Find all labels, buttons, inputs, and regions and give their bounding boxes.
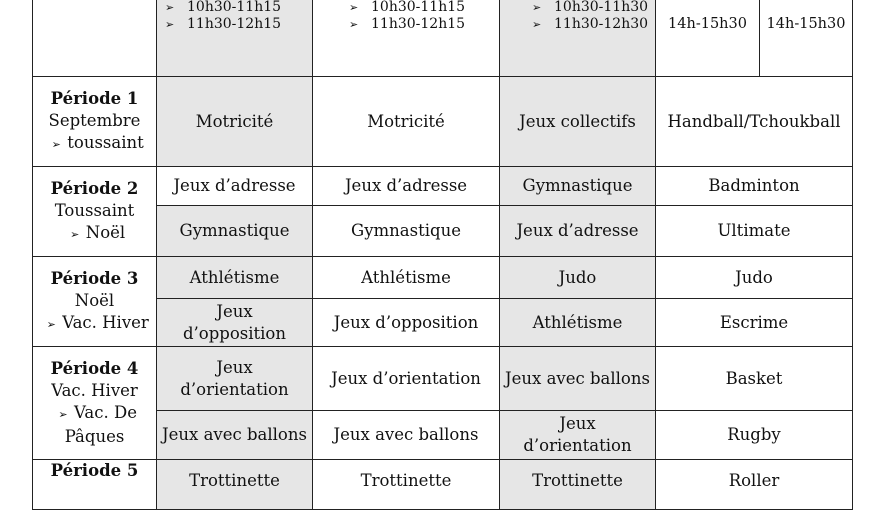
activity-cell: Jeux collectifs	[500, 77, 656, 167]
activity-cell: Jeux avec ballons	[500, 347, 656, 411]
slot-item: ➢ 11h30-12h15	[349, 16, 466, 32]
period-from: Vac. Hiver	[51, 381, 138, 400]
period-title: Période 3	[50, 268, 139, 288]
period-2-row-a	[33, 167, 853, 206]
period-title: Période 4	[50, 359, 139, 378]
arrowhead-bullet-icon: ➢	[165, 1, 175, 14]
activity-cell: Badminton	[656, 167, 853, 206]
activity-cell: Athlétisme	[157, 257, 313, 299]
period-title: Période 2	[50, 178, 139, 198]
period-from: Toussaint	[54, 200, 135, 220]
period-5-label	[33, 460, 157, 510]
period-to: Noël	[85, 222, 126, 242]
arrowhead-bullet-icon: ➢	[532, 18, 542, 31]
period-to: Vac. Hiver	[62, 312, 149, 332]
period-2-label	[33, 167, 157, 257]
period-to: toussaint	[67, 132, 144, 152]
activity-cell: Athlétisme	[313, 257, 500, 299]
activity-cell: Jeux d’adresse	[313, 167, 500, 206]
period-4-row-a	[33, 347, 853, 411]
slot-item: ➢ 10h30-11h15	[165, 0, 282, 15]
period-1-row	[33, 77, 853, 167]
header-time-col5: 14h-15h30	[760, 0, 853, 77]
activity-cell: Rugby	[656, 411, 853, 460]
activity-cell: Jeux avec ballons	[157, 411, 313, 460]
arrowhead-bullet-icon: ➢	[46, 317, 56, 331]
arrowhead-bullet-icon: ➢	[349, 18, 359, 31]
schedule-table	[32, 0, 853, 510]
activity-cell: Escrime	[656, 299, 853, 347]
activity-cell: Gymnastique	[157, 206, 313, 257]
activity-cell: Ultimate	[656, 206, 853, 257]
activity-cell: Trottinette	[313, 460, 500, 510]
activity-cell: Roller	[656, 460, 853, 510]
activity-cell: Trottinette	[157, 460, 313, 510]
header-slots-col1	[157, 0, 313, 77]
period-4-label	[33, 347, 157, 460]
activity-cell: Jeux d’opposition	[157, 299, 313, 347]
activity-cell: Jeux d’orientation	[157, 347, 313, 411]
activity-cell: Athlétisme	[500, 299, 656, 347]
activity-cell: Trottinette	[500, 460, 656, 510]
slot-item: ➢ 11h30-12h30	[532, 16, 649, 32]
activity-cell: Jeux d’adresse	[500, 206, 656, 257]
header-time-col4: 14h-15h30	[656, 0, 760, 77]
period-3-label	[33, 257, 157, 347]
period-5-row	[33, 460, 853, 510]
period-title: Période 1	[50, 88, 139, 108]
activity-cell: Jeux d’orientation	[313, 347, 500, 411]
header-empty-cell	[33, 0, 157, 77]
arrowhead-bullet-icon: ➢	[51, 137, 61, 151]
activity-cell: Motricité	[313, 77, 500, 167]
header-slots-col3	[500, 0, 656, 77]
activity-cell: Gymnastique	[313, 206, 500, 257]
activity-cell: Jeux avec ballons	[313, 411, 500, 460]
activity-cell: Handball/Tchoukball	[656, 77, 853, 167]
slot-item: ➢ 11h30-12h15	[165, 16, 282, 32]
period-3-row-a	[33, 257, 853, 299]
slot-item: ➢ 10h30-11h15	[349, 0, 466, 15]
period-from: Septembre	[48, 110, 141, 130]
period-title: Période 5	[50, 461, 139, 480]
activity-cell: Jeux d’adresse	[157, 167, 313, 206]
activity-cell: Basket	[656, 347, 853, 411]
activity-cell: Motricité	[157, 77, 313, 167]
activity-cell: Judo	[656, 257, 853, 299]
period-to: Vac. De Pâques	[64, 403, 137, 446]
header-slots-col2	[313, 0, 500, 77]
arrowhead-bullet-icon: ➢	[165, 18, 175, 31]
activity-cell: Jeux d’opposition	[313, 299, 500, 347]
arrowhead-bullet-icon: ➢	[58, 408, 68, 421]
activity-cell: Gymnastique	[500, 167, 656, 206]
arrowhead-bullet-icon: ➢	[70, 227, 80, 241]
activity-cell: Judo	[500, 257, 656, 299]
arrowhead-bullet-icon: ➢	[349, 1, 359, 14]
period-1-label	[33, 77, 157, 167]
period-from: Noël	[74, 290, 115, 310]
activity-cell: Jeux d’orientation	[500, 411, 656, 460]
header-row	[33, 0, 853, 77]
arrowhead-bullet-icon: ➢	[532, 1, 542, 14]
slot-item: ➢ 10h30-11h30	[532, 0, 649, 15]
